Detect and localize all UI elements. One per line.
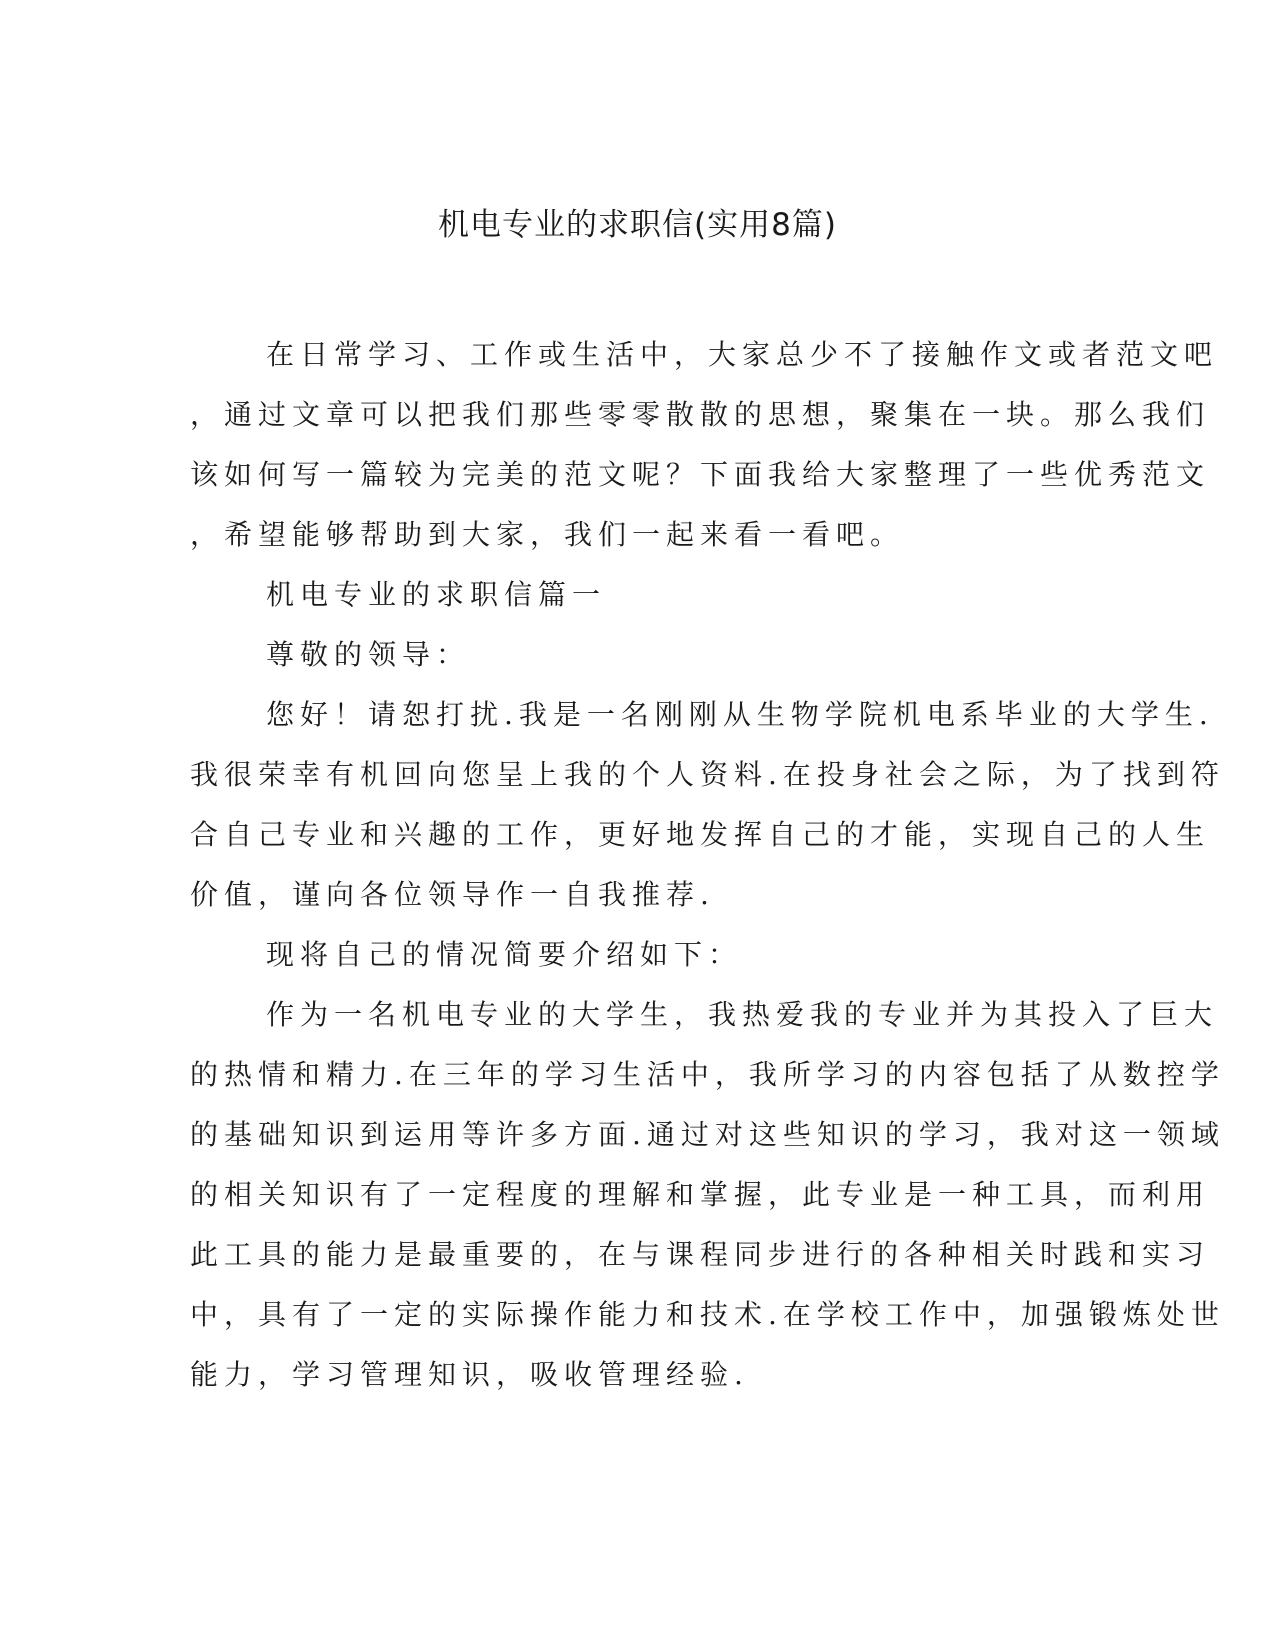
text-line: ，希望能够帮助到大家，我们一起来看一看吧。 xyxy=(190,518,905,551)
text-line: 的相关知识有了一定程度的理解和掌握，此专业是一种工具，而利用 xyxy=(190,1178,1211,1211)
document-title: 机电专业的求职信(实用8篇) xyxy=(438,207,837,243)
text-line: 的热情和精力.在三年的学习生活中，我所学习的内容包括了从数控学 xyxy=(190,1058,1225,1091)
document-body xyxy=(190,325,1225,1405)
text-line: 您好！请恕打扰.我是一名刚刚从生物学院机电系毕业的大学生. xyxy=(266,698,1214,731)
text-line: 作为一名机电专业的大学生，我热爱我的专业并为其投入了巨大 xyxy=(266,998,1219,1031)
greeting-paragraph xyxy=(190,685,1225,925)
intro-paragraph xyxy=(190,325,1219,565)
text-line: 的基础知识到运用等许多方面.通过对这些知识的学习，我对这一领域 xyxy=(190,1118,1225,1151)
text-line: 能力，学习管理知识，吸收管理经验. xyxy=(190,1358,749,1391)
text-line: 中，具有了一定的实际操作能力和技术.在学校工作中，加强锻炼处世 xyxy=(190,1298,1225,1331)
section-heading: 机电专业的求职信篇一 xyxy=(266,578,607,611)
text-line: 在日常学习、工作或生活中，大家总少不了接触作文或者范文吧 xyxy=(266,338,1219,371)
text-line: 我很荣幸有机回向您呈上我的个人资料.在投身社会之际，为了找到符 xyxy=(190,758,1225,791)
text-line: 价值，谨向各位领导作一自我推荐. xyxy=(190,878,715,911)
study-paragraph xyxy=(190,985,1225,1405)
intro-statement: 现将自己的情况简要介绍如下： xyxy=(266,938,743,971)
text-line: 此工具的能力是最重要的，在与课程同步进行的各种相关时践和实习 xyxy=(190,1238,1211,1271)
text-line: 该如何写一篇较为完美的范文呢？下面我给大家整理了一些优秀范文 xyxy=(190,458,1211,491)
salutation: 尊敬的领导： xyxy=(266,638,471,671)
text-line: 合自己专业和兴趣的工作，更好地发挥自己的才能，实现自己的人生 xyxy=(190,818,1211,851)
text-line: ，通过文章可以把我们那些零零散散的思想，聚集在一块。那么我们 xyxy=(190,398,1211,431)
